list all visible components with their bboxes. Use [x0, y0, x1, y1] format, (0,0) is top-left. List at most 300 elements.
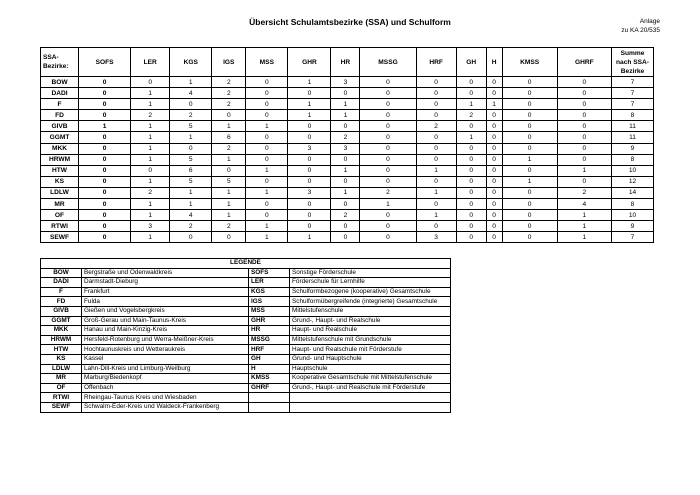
table-cell: 0 [486, 165, 502, 176]
legend-abbreviation: OF [41, 383, 82, 393]
legend-abbreviation: MKK [41, 326, 82, 336]
table-cell: 1 [212, 210, 246, 221]
table-row [41, 232, 654, 243]
table-cell: 0 [456, 121, 486, 132]
table-cell: 0 [246, 176, 288, 187]
table-cell: 0 [557, 77, 611, 88]
legend-row [41, 278, 451, 288]
table-cell: 1 [416, 165, 456, 176]
table-cell: 0 [416, 77, 456, 88]
attachment-note [621, 17, 660, 35]
table-cell: 0 [502, 210, 557, 221]
table-cell: 0 [331, 88, 360, 99]
table-cell: 0 [331, 232, 360, 243]
table-header-row [41, 48, 654, 77]
row-label: F [41, 99, 79, 110]
legend-row [41, 354, 451, 364]
table-cell: 0 [416, 176, 456, 187]
legend-description: Lahn-Dill-Kreis und Limburg-Weilburg [82, 364, 249, 374]
table-cell: 2 [212, 99, 246, 110]
table-cell: 0 [79, 143, 131, 154]
table-cell: 1 [502, 154, 557, 165]
row-label: FD [41, 110, 79, 121]
table-cell: 1 [131, 154, 170, 165]
column-header: KGS [170, 48, 212, 77]
table-cell: 0 [416, 132, 456, 143]
table-cell: 0 [79, 77, 131, 88]
legend-abbreviation: HRWM [41, 335, 82, 345]
table-cell: 7 [612, 77, 654, 88]
page-title: Übersicht Schulamtsbezirke (SSA) und Schulform [249, 17, 451, 27]
row-label: MKK [41, 143, 79, 154]
table-cell: 0 [246, 132, 288, 143]
table-cell: 1 [131, 143, 170, 154]
table-cell: 0 [486, 154, 502, 165]
table-cell: 3 [288, 143, 331, 154]
table-cell: 0 [246, 88, 288, 99]
row-label: MR [41, 199, 79, 210]
table-cell: 2 [212, 77, 246, 88]
table-cell: 14 [612, 187, 654, 198]
legend-description: Rheingau-Taunus Kreis und Wiesbaden [82, 393, 249, 403]
table-cell: 9 [612, 221, 654, 232]
table-cell: 0 [170, 232, 212, 243]
legend-abbreviation: LER [249, 278, 290, 288]
table-cell: 0 [502, 99, 557, 110]
table-cell: 2 [331, 132, 360, 143]
table-cell: 1 [246, 232, 288, 243]
legend-abbreviation: GGMT [41, 316, 82, 326]
legend-description: Hersfeld-Rotenburg und Werra-Meißner-Kreis [82, 335, 249, 345]
legend-description: Grund-, Haupt- und Realschule [290, 316, 451, 326]
legend-description: Grund- und Hauptschule [290, 354, 451, 364]
table-cell: 0 [557, 176, 611, 187]
table-cell: 0 [557, 99, 611, 110]
column-header: LER [131, 48, 170, 77]
table-cell: 0 [288, 88, 331, 99]
table-cell: 3 [331, 77, 360, 88]
table-cell: 0 [486, 221, 502, 232]
table-cell: 0 [486, 121, 502, 132]
legend-description: Hochtaunuskreis und Wetteraukreis [82, 345, 249, 355]
column-header: Summe nach SSA-Bezirke [612, 48, 654, 77]
table-cell: 1 [416, 187, 456, 198]
table-cell: 0 [486, 199, 502, 210]
legend-header-row [41, 259, 451, 269]
table-cell: 11 [612, 121, 654, 132]
table-cell: 3 [131, 221, 170, 232]
table-cell: 1 [288, 232, 331, 243]
table-cell: 0 [557, 143, 611, 154]
legend-description: Gießen und Vogelsbergkreis [82, 306, 249, 316]
attachment-line-1: Anlage [639, 18, 660, 25]
table-cell: 0 [502, 221, 557, 232]
table-cell: 0 [246, 154, 288, 165]
table-row [41, 132, 654, 143]
table-cell: 0 [79, 154, 131, 165]
table-cell: 7 [612, 232, 654, 243]
table-cell: 0 [416, 143, 456, 154]
table-cell: 2 [456, 110, 486, 121]
table-cell: 2 [212, 88, 246, 99]
table-cell: 8 [612, 154, 654, 165]
table-cell: 0 [456, 232, 486, 243]
table-cell: 10 [612, 210, 654, 221]
legend-abbreviation: HTW [41, 345, 82, 355]
table-cell: 0 [456, 210, 486, 221]
table-cell: 1 [360, 199, 416, 210]
table-cell: 0 [360, 132, 416, 143]
legend-description: Schulformübergreifende (integrierte) Gesamtschule [290, 297, 451, 307]
table-cell: 1 [131, 199, 170, 210]
table-cell: 0 [456, 187, 486, 198]
legend-abbreviation: LDLW [41, 364, 82, 374]
table-cell: 0 [456, 154, 486, 165]
legend-description: Haupt- und Realschule [290, 326, 451, 336]
table-cell: 0 [288, 221, 331, 232]
table-cell: 0 [502, 132, 557, 143]
table-cell: 0 [79, 210, 131, 221]
column-header: GHRF [557, 48, 611, 77]
legend-description: Marburg/Biedenkopf [82, 374, 249, 384]
table-cell: 0 [557, 121, 611, 132]
table-cell: 0 [486, 232, 502, 243]
table-cell: 1 [131, 121, 170, 132]
table-cell: 0 [456, 221, 486, 232]
table-cell: 0 [486, 176, 502, 187]
table-cell: 4 [170, 88, 212, 99]
legend-description: Fulda [82, 297, 249, 307]
legend-abbreviation: KS [41, 354, 82, 364]
row-label: HTW [41, 165, 79, 176]
table-cell: 0 [502, 187, 557, 198]
table-cell: 0 [246, 199, 288, 210]
table-cell: 0 [486, 132, 502, 143]
table-cell: 0 [79, 99, 131, 110]
legend-abbreviation: H [249, 364, 290, 374]
table-cell: 0 [456, 88, 486, 99]
row-label: SEWF [41, 232, 79, 243]
table-cell: 0 [246, 143, 288, 154]
column-header: H [486, 48, 502, 77]
table-cell: 0 [170, 143, 212, 154]
legend-abbreviation: GIVB [41, 306, 82, 316]
legend-row [41, 345, 451, 355]
column-header: KMSS [502, 48, 557, 77]
table-cell: 0 [360, 110, 416, 121]
legend-row [41, 383, 451, 393]
table-cell: 1 [288, 77, 331, 88]
legend-row [41, 287, 451, 297]
table-cell: 0 [360, 88, 416, 99]
table-cell: 0 [360, 176, 416, 187]
table-cell: 1 [212, 121, 246, 132]
row-label: KS [41, 176, 79, 187]
table-cell: 1 [170, 199, 212, 210]
table-cell: 0 [502, 199, 557, 210]
legend-abbreviation: GH [249, 354, 290, 364]
table-row [41, 99, 654, 110]
table-cell: 1 [456, 99, 486, 110]
legend-description [290, 402, 451, 412]
table-cell: 0 [131, 77, 170, 88]
table-cell: 0 [170, 99, 212, 110]
row-label: DADI [41, 88, 79, 99]
row-label: GIVB [41, 121, 79, 132]
table-cell: 0 [456, 165, 486, 176]
legend-row [41, 316, 451, 326]
legend-abbreviation: KGS [249, 287, 290, 297]
table-cell: 0 [416, 110, 456, 121]
column-header: SOFS [79, 48, 131, 77]
row-label: RTWI [41, 221, 79, 232]
legend-row [41, 306, 451, 316]
legend-description: Schulformbezogene (kooperative) Gesamtschule [290, 287, 451, 297]
table-cell: 0 [288, 210, 331, 221]
legend-description: Offenbach [82, 383, 249, 393]
table-cell: 0 [416, 221, 456, 232]
table-cell: 1 [246, 121, 288, 132]
table-cell: 0 [557, 132, 611, 143]
table-cell: 0 [360, 143, 416, 154]
legend-row [41, 326, 451, 336]
table-row [41, 176, 654, 187]
table-cell: 1 [331, 187, 360, 198]
table-cell: 1 [502, 176, 557, 187]
table-cell: 1 [212, 154, 246, 165]
table-cell: 1 [456, 132, 486, 143]
table-row [41, 77, 654, 88]
table-cell: 0 [79, 187, 131, 198]
table-row [41, 199, 654, 210]
table-cell: 0 [502, 232, 557, 243]
table-cell: 0 [212, 232, 246, 243]
table-cell: 1 [331, 99, 360, 110]
table-cell: 3 [288, 187, 331, 198]
table-cell: 0 [131, 165, 170, 176]
table-cell: 0 [486, 143, 502, 154]
legend-abbreviation [249, 393, 290, 403]
legend-table [40, 258, 451, 413]
table-cell: 1 [212, 199, 246, 210]
table-cell: 1 [79, 121, 131, 132]
legend-description: Mittelstufenschule mit Grundschule [290, 335, 451, 345]
row-label: LDLW [41, 187, 79, 198]
legend-description: Bergstraße und Odenwaldkreis [82, 268, 249, 278]
table-cell: 2 [131, 187, 170, 198]
table-cell: 0 [360, 77, 416, 88]
table-cell: 1 [557, 221, 611, 232]
legend-abbreviation: DADI [41, 278, 82, 288]
table-cell: 5 [170, 121, 212, 132]
legend-abbreviation: MSSG [249, 335, 290, 345]
table-cell: 0 [502, 165, 557, 176]
table-cell: 0 [502, 77, 557, 88]
table-cell: 1 [131, 99, 170, 110]
table-cell: 1 [212, 187, 246, 198]
table-cell: 0 [360, 121, 416, 132]
legend-abbreviation: GHRF [249, 383, 290, 393]
table-cell: 1 [131, 132, 170, 143]
table-cell: 2 [331, 210, 360, 221]
table-cell: 0 [79, 132, 131, 143]
table-cell: 3 [416, 232, 456, 243]
table-row [41, 143, 654, 154]
table-cell: 6 [212, 132, 246, 143]
table-cell: 1 [416, 210, 456, 221]
column-header: SSA-Bezirke: [41, 48, 79, 77]
row-label: GGMT [41, 132, 79, 143]
table-cell: 0 [79, 176, 131, 187]
table-cell: 0 [288, 199, 331, 210]
legend-row [41, 335, 451, 345]
table-cell: 0 [246, 210, 288, 221]
table-body [41, 77, 654, 243]
table-cell: 1 [131, 88, 170, 99]
table-cell: 0 [79, 199, 131, 210]
table-cell: 0 [331, 199, 360, 210]
legend-description: Förderschule für Lernhilfe [290, 278, 451, 288]
table-cell: 4 [557, 199, 611, 210]
legend-description: Sonstige Förderschule [290, 268, 451, 278]
legend-abbreviation: SOFS [249, 268, 290, 278]
row-label: BOW [41, 77, 79, 88]
table-cell: 0 [360, 210, 416, 221]
table-cell: 0 [246, 110, 288, 121]
table-cell: 0 [360, 165, 416, 176]
table-cell: 0 [502, 143, 557, 154]
table-cell: 0 [557, 154, 611, 165]
legend-description: Frankfurt [82, 287, 249, 297]
table-cell: 1 [131, 176, 170, 187]
table-cell: 7 [612, 99, 654, 110]
table-cell: 0 [331, 221, 360, 232]
row-label: HRWM [41, 154, 79, 165]
table-cell: 5 [170, 176, 212, 187]
table-cell: 0 [456, 176, 486, 187]
table-row [41, 210, 654, 221]
table-cell: 9 [612, 143, 654, 154]
table-cell: 2 [557, 187, 611, 198]
table-cell: 2 [212, 221, 246, 232]
table-row [41, 165, 654, 176]
table-cell: 0 [502, 88, 557, 99]
legend-description: Hauptschule [290, 364, 451, 374]
table-cell: 11 [612, 132, 654, 143]
column-header: MSSG [360, 48, 416, 77]
table-cell: 1 [557, 165, 611, 176]
legend-row [41, 402, 451, 412]
table-cell: 1 [557, 232, 611, 243]
legend-abbreviation: HRF [249, 345, 290, 355]
legend-description: Kassel [82, 354, 249, 364]
legend-abbreviation: BOW [41, 268, 82, 278]
row-label: OF [41, 210, 79, 221]
legend-description: Kooperative Gesamtschule mit Mittelstufenschule [290, 374, 451, 384]
table-cell: 1 [170, 132, 212, 143]
table-cell: 0 [360, 221, 416, 232]
table-cell: 0 [79, 110, 131, 121]
table-cell: 0 [288, 132, 331, 143]
column-header: MSS [246, 48, 288, 77]
legend-body [41, 268, 451, 412]
table-cell: 1 [331, 110, 360, 121]
legend-abbreviation: MSS [249, 306, 290, 316]
table-cell: 0 [416, 199, 456, 210]
legend-description: Haupt- und Realschule mit Förderstufe [290, 345, 451, 355]
legend-abbreviation: MR [41, 374, 82, 384]
legend-abbreviation: KMSS [249, 374, 290, 384]
legend-abbreviation: IGS [249, 297, 290, 307]
table-cell: 8 [612, 199, 654, 210]
table-row [41, 88, 654, 99]
legend-description: Hanau und Main-Kinzig-Kreis [82, 326, 249, 336]
table-cell: 0 [557, 110, 611, 121]
legend-row [41, 364, 451, 374]
table-cell: 0 [486, 110, 502, 121]
table-row [41, 221, 654, 232]
table-cell: 12 [612, 176, 654, 187]
table-cell: 1 [170, 77, 212, 88]
column-header: GHR [288, 48, 331, 77]
table-cell: 0 [288, 165, 331, 176]
table-cell: 0 [212, 110, 246, 121]
legend-description: Groß-Gerau und Main-Taunus-Kreis [82, 316, 249, 326]
legend-description: Schwalm-Eder-Kreis und Waldeck-Frankenberg [82, 402, 249, 412]
table-cell: 0 [331, 176, 360, 187]
table-cell: 0 [212, 165, 246, 176]
table-cell: 1 [246, 221, 288, 232]
table-cell: 0 [502, 121, 557, 132]
table-cell: 0 [486, 77, 502, 88]
legend-description [290, 393, 451, 403]
legend-row [41, 297, 451, 307]
table-cell: 1 [131, 210, 170, 221]
table-cell: 1 [331, 165, 360, 176]
table-cell: 0 [288, 154, 331, 165]
legend-abbreviation: GHR [249, 316, 290, 326]
legend-abbreviation [249, 402, 290, 412]
table-row [41, 187, 654, 198]
table-cell: 7 [612, 88, 654, 99]
legend-row [41, 374, 451, 384]
column-header: HR [331, 48, 360, 77]
table-cell: 8 [612, 110, 654, 121]
column-header: IGS [212, 48, 246, 77]
table-cell: 2 [212, 143, 246, 154]
table-cell: 1 [288, 110, 331, 121]
legend-abbreviation: RTWI [41, 393, 82, 403]
table-cell: 6 [170, 165, 212, 176]
legend-description: Mittelstufenschule [290, 306, 451, 316]
legend-description: Darmstadt-Dieburg [82, 278, 249, 288]
district-school-type-table [40, 47, 654, 243]
table-cell: 0 [416, 154, 456, 165]
table-cell: 0 [360, 99, 416, 110]
legend-row [41, 393, 451, 403]
table-cell: 2 [170, 221, 212, 232]
table-cell: 0 [288, 121, 331, 132]
table-cell: 2 [360, 187, 416, 198]
legend-abbreviation: SEWF [41, 402, 82, 412]
legend-abbreviation: FD [41, 297, 82, 307]
table-cell: 0 [486, 187, 502, 198]
legend-abbreviation: HR [249, 326, 290, 336]
column-header: HRF [416, 48, 456, 77]
table-cell: 5 [212, 176, 246, 187]
table-cell: 0 [502, 110, 557, 121]
table-cell: 10 [612, 165, 654, 176]
